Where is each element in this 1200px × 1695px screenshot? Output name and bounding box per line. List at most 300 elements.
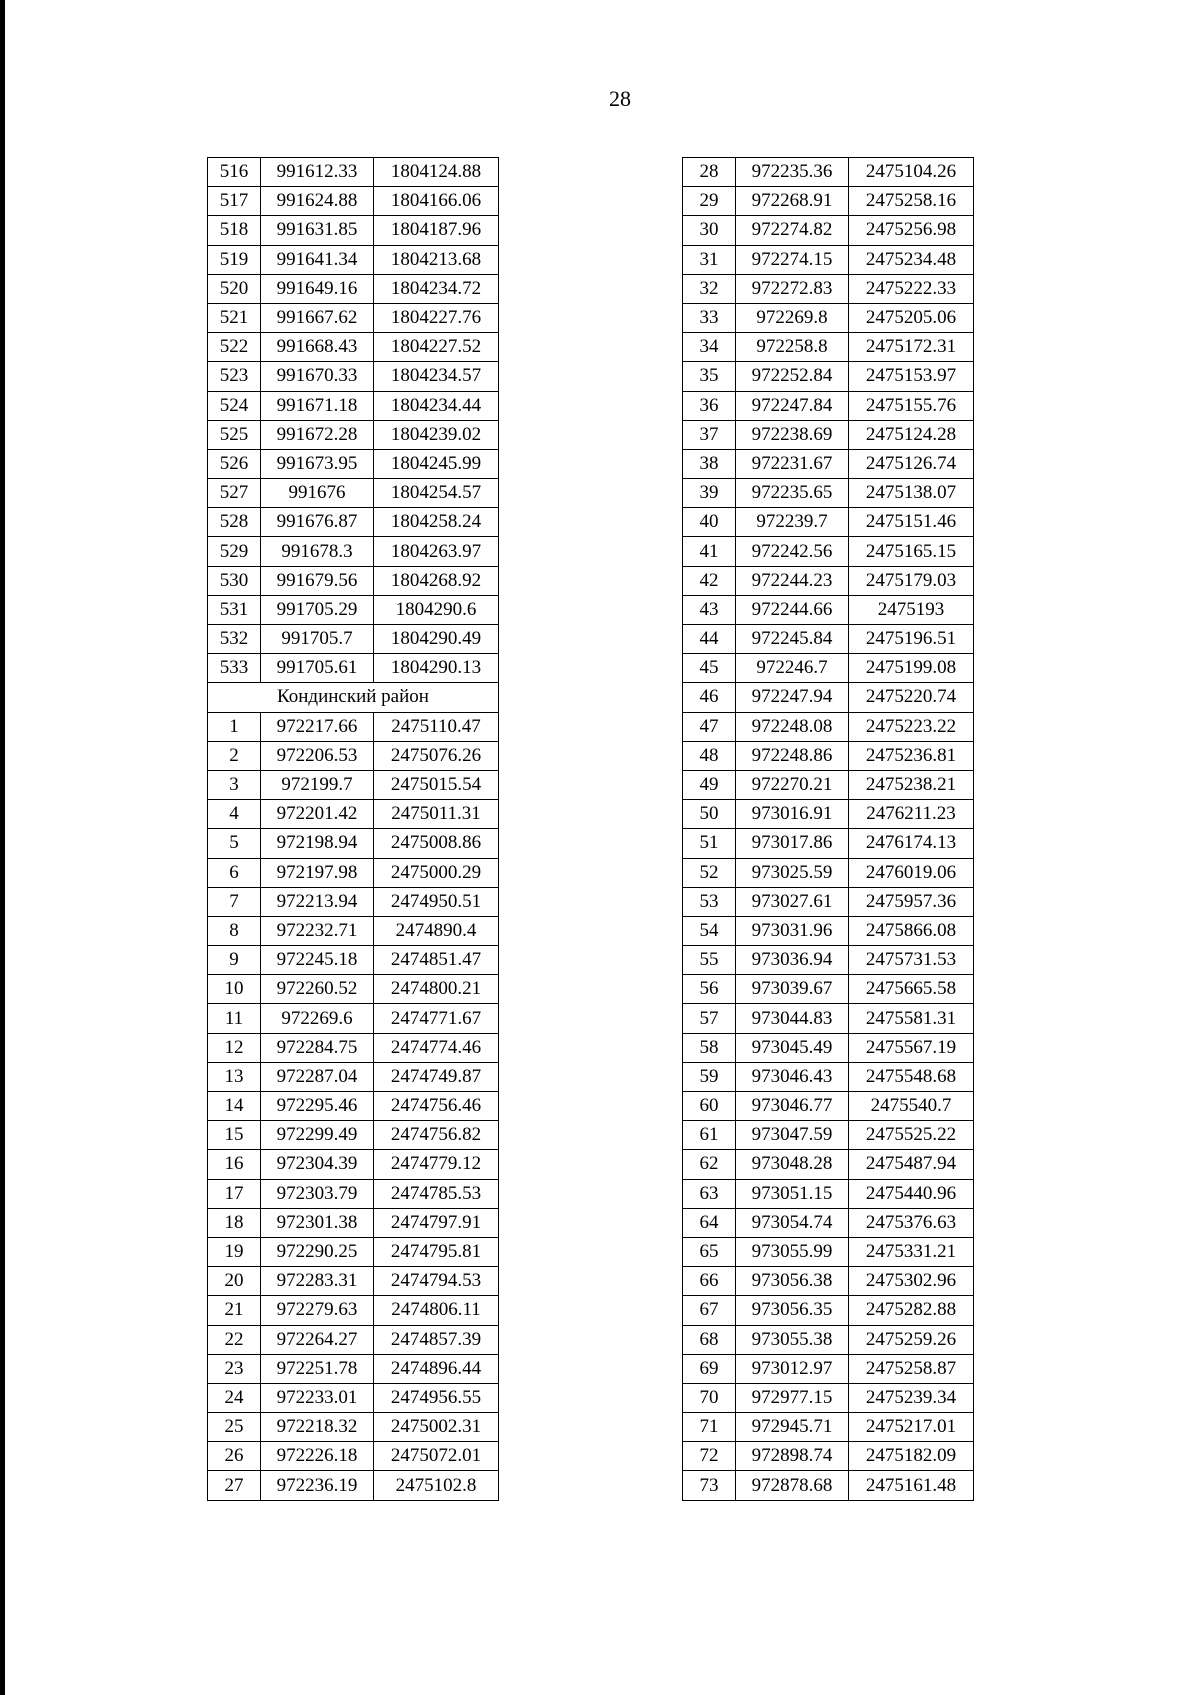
point-number: 42 — [683, 566, 736, 595]
y-coordinate: 2475236.81 — [849, 741, 974, 770]
x-coordinate: 973045.49 — [736, 1033, 849, 1062]
x-coordinate: 972287.04 — [261, 1062, 374, 1091]
table-row — [683, 654, 974, 683]
y-coordinate: 1804213.68 — [374, 245, 499, 274]
x-coordinate: 972279.63 — [261, 1296, 374, 1325]
table-row — [208, 303, 499, 332]
table-row — [683, 858, 974, 887]
point-number: 526 — [208, 449, 261, 478]
table-row — [683, 1471, 974, 1500]
table-row — [683, 683, 974, 712]
x-coordinate: 972274.15 — [736, 245, 849, 274]
y-coordinate: 2475957.36 — [849, 887, 974, 916]
y-coordinate: 1804166.06 — [374, 187, 499, 216]
x-coordinate: 972244.66 — [736, 595, 849, 624]
y-coordinate: 2474806.11 — [374, 1296, 499, 1325]
point-number: 40 — [683, 508, 736, 537]
point-number: 9 — [208, 946, 261, 975]
table-row — [208, 1179, 499, 1208]
table-row — [683, 303, 974, 332]
table-row — [683, 887, 974, 916]
table-row — [208, 829, 499, 858]
y-coordinate: 1804290.6 — [374, 595, 499, 624]
table-row — [208, 975, 499, 1004]
table-row — [208, 595, 499, 624]
right-table-rows — [683, 158, 974, 1501]
point-number: 59 — [683, 1062, 736, 1091]
table-row — [208, 1237, 499, 1266]
x-coordinate: 972238.69 — [736, 420, 849, 449]
y-coordinate: 2474779.12 — [374, 1150, 499, 1179]
point-number: 66 — [683, 1267, 736, 1296]
y-coordinate: 2475256.98 — [849, 216, 974, 245]
scan-left-edge — [0, 0, 5, 1695]
x-coordinate: 972945.71 — [736, 1413, 849, 1442]
x-coordinate: 972898.74 — [736, 1442, 849, 1471]
x-coordinate: 972247.84 — [736, 391, 849, 420]
table-row — [683, 800, 974, 829]
x-coordinate: 972218.32 — [261, 1413, 374, 1442]
point-number: 44 — [683, 625, 736, 654]
point-number: 34 — [683, 333, 736, 362]
table-row — [208, 858, 499, 887]
point-number: 46 — [683, 683, 736, 712]
y-coordinate: 2475239.34 — [849, 1383, 974, 1412]
table-row — [683, 1296, 974, 1325]
x-coordinate: 973048.28 — [736, 1150, 849, 1179]
point-number: 73 — [683, 1471, 736, 1500]
x-coordinate: 973027.61 — [736, 887, 849, 916]
point-number: 56 — [683, 975, 736, 1004]
table-row — [683, 1442, 974, 1471]
coordinates-table-left — [207, 157, 499, 1501]
x-coordinate: 972270.21 — [736, 770, 849, 799]
table-row — [208, 158, 499, 187]
y-coordinate: 2475182.09 — [849, 1442, 974, 1471]
point-number: 522 — [208, 333, 261, 362]
y-coordinate: 1804227.52 — [374, 333, 499, 362]
point-number: 2 — [208, 741, 261, 770]
x-coordinate: 972258.8 — [736, 333, 849, 362]
point-number: 3 — [208, 770, 261, 799]
x-coordinate: 972269.6 — [261, 1004, 374, 1033]
point-number: 519 — [208, 245, 261, 274]
table-row — [683, 1121, 974, 1150]
y-coordinate: 2475151.46 — [849, 508, 974, 537]
point-number: 62 — [683, 1150, 736, 1179]
table-row — [683, 245, 974, 274]
x-coordinate: 991612.33 — [261, 158, 374, 187]
x-coordinate: 972290.25 — [261, 1237, 374, 1266]
table-row — [683, 1413, 974, 1442]
x-coordinate: 972295.46 — [261, 1092, 374, 1121]
y-coordinate: 2475581.31 — [849, 1004, 974, 1033]
y-coordinate: 2475124.28 — [849, 420, 974, 449]
x-coordinate: 972206.53 — [261, 741, 374, 770]
y-coordinate: 2475525.22 — [849, 1121, 974, 1150]
point-number: 37 — [683, 420, 736, 449]
y-coordinate: 2475104.26 — [849, 158, 974, 187]
y-coordinate: 2475076.26 — [374, 741, 499, 770]
x-coordinate: 972198.94 — [261, 829, 374, 858]
table-row — [208, 1471, 499, 1500]
table-row — [208, 1413, 499, 1442]
y-coordinate: 2475165.15 — [849, 537, 974, 566]
y-coordinate: 2475205.06 — [849, 303, 974, 332]
point-number: 516 — [208, 158, 261, 187]
x-coordinate: 973046.77 — [736, 1092, 849, 1121]
table-row — [208, 1442, 499, 1471]
x-coordinate: 991705.61 — [261, 654, 374, 683]
x-coordinate: 972252.84 — [736, 362, 849, 391]
table-row — [208, 449, 499, 478]
table-row — [208, 946, 499, 975]
table-row — [683, 595, 974, 624]
y-coordinate: 2476211.23 — [849, 800, 974, 829]
y-coordinate: 2476019.06 — [849, 858, 974, 887]
point-number: 55 — [683, 946, 736, 975]
table-row — [683, 946, 974, 975]
y-coordinate: 2475302.96 — [849, 1267, 974, 1296]
table-row — [683, 1267, 974, 1296]
x-coordinate: 973012.97 — [736, 1354, 849, 1383]
x-coordinate: 972226.18 — [261, 1442, 374, 1471]
table-row — [208, 274, 499, 303]
y-coordinate: 1804187.96 — [374, 216, 499, 245]
y-coordinate: 2475008.86 — [374, 829, 499, 858]
y-coordinate: 2474857.39 — [374, 1325, 499, 1354]
table-row — [683, 1383, 974, 1412]
section-row — [208, 683, 499, 712]
left-table-section — [208, 683, 499, 712]
point-number: 23 — [208, 1354, 261, 1383]
y-coordinate: 1804290.49 — [374, 625, 499, 654]
point-number: 17 — [208, 1179, 261, 1208]
x-coordinate: 991641.34 — [261, 245, 374, 274]
point-number: 1 — [208, 712, 261, 741]
point-number: 57 — [683, 1004, 736, 1033]
y-coordinate: 2475487.94 — [849, 1150, 974, 1179]
point-number: 16 — [208, 1150, 261, 1179]
table-row — [683, 391, 974, 420]
table-row — [683, 1325, 974, 1354]
x-coordinate: 972246.7 — [736, 654, 849, 683]
table-row — [208, 916, 499, 945]
point-number: 528 — [208, 508, 261, 537]
x-coordinate: 972217.66 — [261, 712, 374, 741]
y-coordinate: 2474795.81 — [374, 1237, 499, 1266]
y-coordinate: 2475665.58 — [849, 975, 974, 1004]
x-coordinate: 973031.96 — [736, 916, 849, 945]
y-coordinate: 1804239.02 — [374, 420, 499, 449]
table-row — [208, 508, 499, 537]
point-number: 72 — [683, 1442, 736, 1471]
y-coordinate: 2475223.22 — [849, 712, 974, 741]
point-number: 15 — [208, 1121, 261, 1150]
table-row — [683, 537, 974, 566]
point-number: 31 — [683, 245, 736, 274]
x-coordinate: 972213.94 — [261, 887, 374, 916]
x-coordinate: 973036.94 — [736, 946, 849, 975]
table-row — [208, 800, 499, 829]
y-coordinate: 2475155.76 — [849, 391, 974, 420]
point-number: 65 — [683, 1237, 736, 1266]
x-coordinate: 991667.62 — [261, 303, 374, 332]
x-coordinate: 972274.82 — [736, 216, 849, 245]
y-coordinate: 2475002.31 — [374, 1413, 499, 1442]
point-number: 49 — [683, 770, 736, 799]
point-number: 532 — [208, 625, 261, 654]
point-number: 36 — [683, 391, 736, 420]
point-number: 19 — [208, 1237, 261, 1266]
point-number: 48 — [683, 741, 736, 770]
point-number: 11 — [208, 1004, 261, 1033]
point-number: 61 — [683, 1121, 736, 1150]
table-row — [683, 712, 974, 741]
table-row — [683, 274, 974, 303]
y-coordinate: 1804263.97 — [374, 537, 499, 566]
point-number: 69 — [683, 1354, 736, 1383]
x-coordinate: 972236.19 — [261, 1471, 374, 1500]
y-coordinate: 2475172.31 — [849, 333, 974, 362]
y-coordinate: 2475126.74 — [849, 449, 974, 478]
x-coordinate: 972260.52 — [261, 975, 374, 1004]
x-coordinate: 991672.28 — [261, 420, 374, 449]
x-coordinate: 972977.15 — [736, 1383, 849, 1412]
x-coordinate: 973054.74 — [736, 1208, 849, 1237]
point-number: 47 — [683, 712, 736, 741]
point-number: 524 — [208, 391, 261, 420]
table-row — [683, 1354, 974, 1383]
x-coordinate: 991668.43 — [261, 333, 374, 362]
point-number: 52 — [683, 858, 736, 887]
y-coordinate: 2475199.08 — [849, 654, 974, 683]
table-row — [208, 1150, 499, 1179]
x-coordinate: 972264.27 — [261, 1325, 374, 1354]
x-coordinate: 991705.29 — [261, 595, 374, 624]
y-coordinate: 2475567.19 — [849, 1033, 974, 1062]
point-number: 51 — [683, 829, 736, 858]
y-coordinate: 2475193 — [849, 595, 974, 624]
x-coordinate: 973051.15 — [736, 1179, 849, 1208]
y-coordinate: 1804268.92 — [374, 566, 499, 595]
table-row — [208, 216, 499, 245]
y-coordinate: 1804258.24 — [374, 508, 499, 537]
table-row — [208, 1033, 499, 1062]
table-row — [683, 741, 974, 770]
table-row — [683, 333, 974, 362]
point-number: 68 — [683, 1325, 736, 1354]
y-coordinate: 2474749.87 — [374, 1062, 499, 1091]
table-row — [208, 187, 499, 216]
left-table-rows-after-section — [208, 712, 499, 1500]
x-coordinate: 972201.42 — [261, 800, 374, 829]
point-number: 64 — [683, 1208, 736, 1237]
table-row — [683, 1179, 974, 1208]
x-coordinate: 973025.59 — [736, 858, 849, 887]
table-row — [208, 1208, 499, 1237]
page-number: 28 — [609, 86, 631, 111]
y-coordinate: 2475222.33 — [849, 274, 974, 303]
table-row — [208, 1267, 499, 1296]
point-number: 525 — [208, 420, 261, 449]
x-coordinate: 973056.38 — [736, 1267, 849, 1296]
table-row — [208, 1296, 499, 1325]
left-table-rows-before-section — [208, 158, 499, 683]
x-coordinate: 972231.67 — [736, 449, 849, 478]
x-coordinate: 991676 — [261, 479, 374, 508]
table-row — [208, 1325, 499, 1354]
point-number: 29 — [683, 187, 736, 216]
point-number: 517 — [208, 187, 261, 216]
y-coordinate: 2475282.88 — [849, 1296, 974, 1325]
point-number: 71 — [683, 1413, 736, 1442]
x-coordinate: 973055.38 — [736, 1325, 849, 1354]
table-row — [683, 1208, 974, 1237]
table-row — [208, 1121, 499, 1150]
table-row — [208, 566, 499, 595]
table-row — [683, 420, 974, 449]
table-row — [208, 1383, 499, 1412]
table-row — [208, 625, 499, 654]
y-coordinate: 2475238.21 — [849, 770, 974, 799]
y-coordinate: 2474797.91 — [374, 1208, 499, 1237]
x-coordinate: 972245.84 — [736, 625, 849, 654]
y-coordinate: 2475179.03 — [849, 566, 974, 595]
y-coordinate: 2475731.53 — [849, 946, 974, 975]
section-title: Кондинский район — [208, 683, 499, 712]
point-number: 22 — [208, 1325, 261, 1354]
point-number: 533 — [208, 654, 261, 683]
x-coordinate: 972248.86 — [736, 741, 849, 770]
table-row — [683, 1062, 974, 1091]
point-number: 520 — [208, 274, 261, 303]
x-coordinate: 972244.23 — [736, 566, 849, 595]
table-row — [683, 187, 974, 216]
y-coordinate: 2474774.46 — [374, 1033, 499, 1062]
point-number: 523 — [208, 362, 261, 391]
table-row — [208, 1354, 499, 1383]
x-coordinate: 973055.99 — [736, 1237, 849, 1266]
x-coordinate: 972303.79 — [261, 1179, 374, 1208]
y-coordinate: 2474771.67 — [374, 1004, 499, 1033]
x-coordinate: 972235.65 — [736, 479, 849, 508]
table-row — [683, 916, 974, 945]
x-coordinate: 991705.7 — [261, 625, 374, 654]
x-coordinate: 972251.78 — [261, 1354, 374, 1383]
x-coordinate: 972268.91 — [736, 187, 849, 216]
point-number: 21 — [208, 1296, 261, 1325]
point-number: 24 — [208, 1383, 261, 1412]
point-number: 58 — [683, 1033, 736, 1062]
x-coordinate: 991670.33 — [261, 362, 374, 391]
point-number: 50 — [683, 800, 736, 829]
y-coordinate: 2475072.01 — [374, 1442, 499, 1471]
x-coordinate: 972239.7 — [736, 508, 849, 537]
x-coordinate: 972269.8 — [736, 303, 849, 332]
table-row — [208, 391, 499, 420]
x-coordinate: 972248.08 — [736, 712, 849, 741]
point-number: 25 — [208, 1413, 261, 1442]
y-coordinate: 2474950.51 — [374, 887, 499, 916]
point-number: 10 — [208, 975, 261, 1004]
y-coordinate: 2475866.08 — [849, 916, 974, 945]
y-coordinate: 2475102.8 — [374, 1471, 499, 1500]
y-coordinate: 2474956.55 — [374, 1383, 499, 1412]
x-coordinate: 991679.56 — [261, 566, 374, 595]
y-coordinate: 2475110.47 — [374, 712, 499, 741]
table-row — [208, 1092, 499, 1121]
point-number: 6 — [208, 858, 261, 887]
point-number: 531 — [208, 595, 261, 624]
table-row — [683, 829, 974, 858]
y-coordinate: 2475153.97 — [849, 362, 974, 391]
y-coordinate: 2475196.51 — [849, 625, 974, 654]
table-row — [683, 625, 974, 654]
point-number: 4 — [208, 800, 261, 829]
point-number: 39 — [683, 479, 736, 508]
coordinates-table-right — [682, 157, 974, 1501]
point-number: 28 — [683, 158, 736, 187]
y-coordinate: 2475331.21 — [849, 1237, 974, 1266]
point-number: 18 — [208, 1208, 261, 1237]
y-coordinate: 1804234.72 — [374, 274, 499, 303]
x-coordinate: 991673.95 — [261, 449, 374, 478]
table-row — [683, 1004, 974, 1033]
y-coordinate: 1804227.76 — [374, 303, 499, 332]
table-row — [683, 216, 974, 245]
x-coordinate: 972233.01 — [261, 1383, 374, 1412]
point-number: 12 — [208, 1033, 261, 1062]
table-row — [683, 566, 974, 595]
y-coordinate: 1804234.57 — [374, 362, 499, 391]
table-row — [683, 1237, 974, 1266]
point-number: 45 — [683, 654, 736, 683]
y-coordinate: 2475540.7 — [849, 1092, 974, 1121]
point-number: 13 — [208, 1062, 261, 1091]
point-number: 527 — [208, 479, 261, 508]
x-coordinate: 972878.68 — [736, 1471, 849, 1500]
y-coordinate: 1804234.44 — [374, 391, 499, 420]
point-number: 70 — [683, 1383, 736, 1412]
point-number: 67 — [683, 1296, 736, 1325]
table-row — [208, 420, 499, 449]
table-row — [208, 537, 499, 566]
y-coordinate: 2475234.48 — [849, 245, 974, 274]
x-coordinate: 991649.16 — [261, 274, 374, 303]
table-row — [683, 508, 974, 537]
table-row — [208, 741, 499, 770]
table-row — [683, 449, 974, 478]
point-number: 53 — [683, 887, 736, 916]
y-coordinate: 2474794.53 — [374, 1267, 499, 1296]
x-coordinate: 973016.91 — [736, 800, 849, 829]
x-coordinate: 972272.83 — [736, 274, 849, 303]
point-number: 7 — [208, 887, 261, 916]
x-coordinate: 972242.56 — [736, 537, 849, 566]
y-coordinate: 1804254.57 — [374, 479, 499, 508]
table-row — [208, 333, 499, 362]
x-coordinate: 972304.39 — [261, 1150, 374, 1179]
table-row — [683, 1150, 974, 1179]
point-number: 35 — [683, 362, 736, 391]
y-coordinate: 2475015.54 — [374, 770, 499, 799]
table-row — [683, 1092, 974, 1121]
table-row — [208, 479, 499, 508]
x-coordinate: 973046.43 — [736, 1062, 849, 1091]
y-coordinate: 2475440.96 — [849, 1179, 974, 1208]
x-coordinate: 991671.18 — [261, 391, 374, 420]
